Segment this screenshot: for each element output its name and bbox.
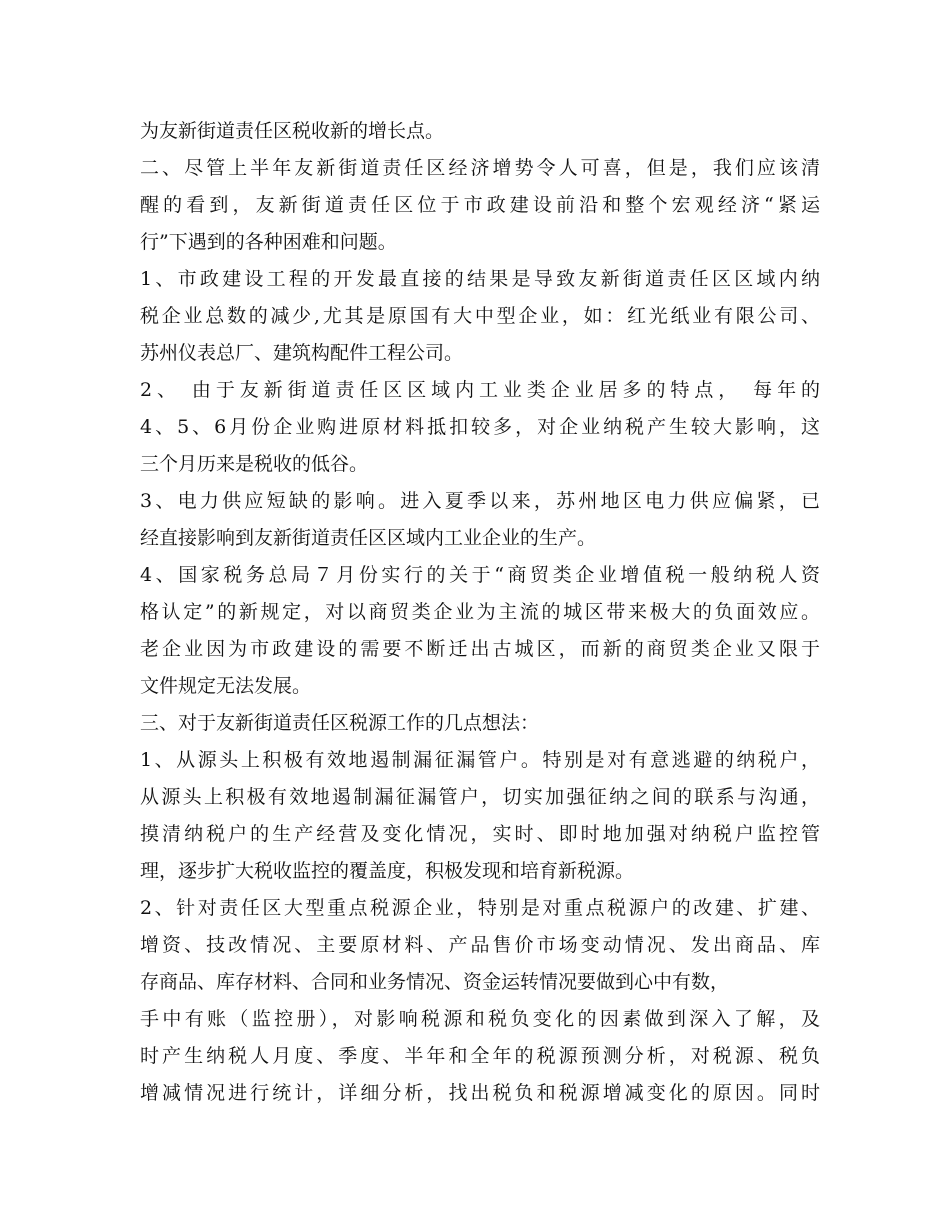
text-line: 行”下遇到的各种困难和问题。 (140, 231, 397, 253)
text-line: 4、国家税务总局７月份实行的关于“商贸类企业增值税一般纳税人资 (140, 564, 820, 586)
text-line: 手中有账（监控册），对影响税源和税负变化的因素做到深入了解，及 (140, 1008, 820, 1030)
text-line: 2、针对责任区大型重点税源企业，特别是对重点税源户的改建、扩建、 (140, 897, 820, 919)
text-line: 二、尽管上半年友新街道责任区经济增势令人可喜，但是，我们应该清 (140, 157, 820, 179)
text-line: 文件规定无法发展。 (140, 675, 312, 697)
text-line: 摸清纳税户的生产经营及变化情况，实时、即时地加强对纳税户监控管 (140, 823, 820, 845)
text-line: 为友新街道责任区税收新的增长点。 (140, 120, 445, 142)
text-line: 增减情况进行统计，详细分析，找出税负和税源增减变化的原因。同时 (140, 1082, 820, 1104)
text-line: 格认定”的新规定，对以商贸类企业为主流的城区带来极大的负面效应。 (140, 601, 820, 623)
text-line: 三个月历来是税收的低谷。 (140, 453, 369, 475)
text-line: 苏州仪表总厂、建筑构配件工程公司。 (140, 342, 464, 364)
text-line: 时产生纳税人月度、季度、半年和全年的税源预测分析，对税源、税负 (140, 1045, 820, 1067)
text-line: 从源头上积极有效地遏制漏征漏管户，切实加强征纳之间的联系与沟通， (140, 786, 820, 808)
text-line: 理，逐步扩大税收监控的覆盖度，积极发现和培育新税源。 (140, 860, 635, 882)
document-body (140, 113, 820, 1112)
text-line: 存商品、库存材料、合同和业务情况、资金运转情况要做到心中有数， (140, 971, 730, 993)
text-line: 1、市政建设工程的开发最直接的结果是导致友新街道责任区区域内纳 (140, 268, 820, 290)
text-line: 1、从源头上积极有效地遏制漏征漏管户。特别是对有意逃避的纳税户， (140, 749, 820, 771)
text-line: 2、 由于友新街道责任区区域内工业类企业居多的特点， 每年的 (140, 379, 820, 401)
text-line: 增资、技改情况、主要原材料、产品售价市场变动情况、发出商品、库 (140, 934, 820, 956)
text-line: 税企业总数的减少,尤其是原国有大中型企业，如：红光纸业有限公司、 (140, 305, 820, 327)
text-line: 经直接影响到友新街道责任区区域内工业企业的生产。 (140, 527, 597, 549)
text-line: 三、对于友新街道责任区税源工作的几点想法： (140, 712, 540, 734)
text-line: 4、5、6月份企业购进原材料抵扣较多，对企业纳税产生较大影响，这 (140, 416, 820, 438)
text-line: 3、电力供应短缺的影响。进入夏季以来，苏州地区电力供应偏紧，已 (140, 490, 820, 512)
text-line: 醒的看到，友新街道责任区位于市政建设前沿和整个宏观经济“紧运 (140, 194, 820, 216)
text-line: 老企业因为市政建设的需要不断迁出古城区，而新的商贸类企业又限于 (140, 638, 820, 660)
